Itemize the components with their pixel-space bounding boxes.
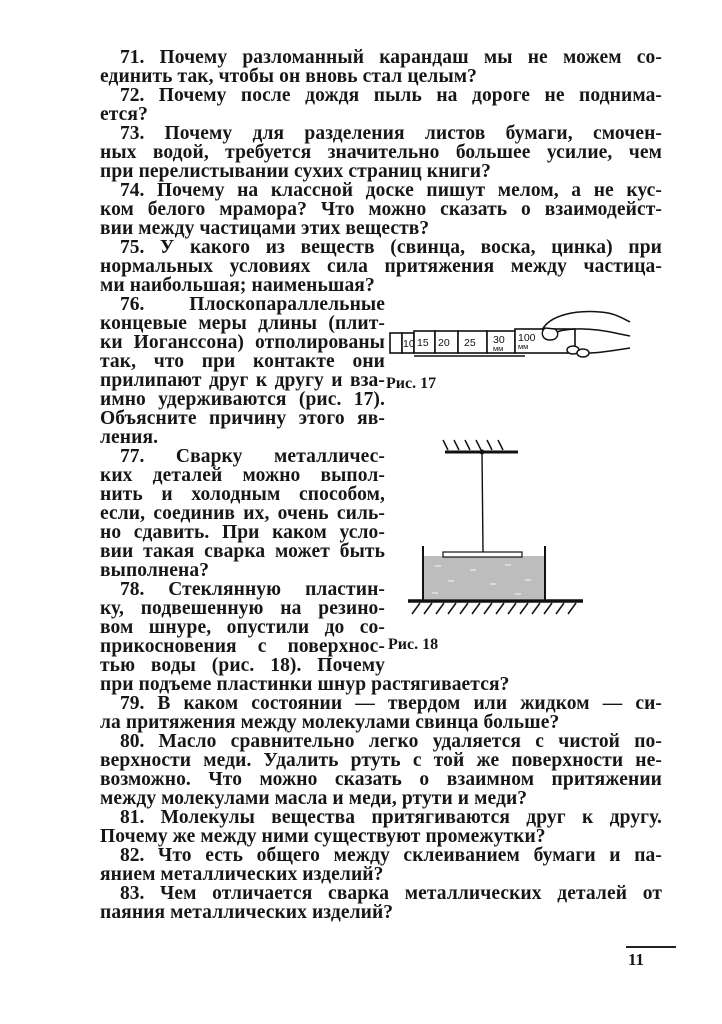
problem-text-line: Стеклянную пластин- [168, 579, 385, 600]
problem-text-line: возможно. Что можно сказать о взаимном притяжении [100, 769, 662, 790]
problem-text-line: верхности меди. Удалить ртуть с той же поверхности не- [100, 750, 662, 771]
problem-text-line: выполнена? [100, 560, 210, 581]
floor-hatch [460, 603, 468, 614]
floor-hatch [448, 603, 456, 614]
problem-text-line: Молекулы вещества притягиваются друг к другу. [160, 807, 662, 828]
floor-hatch [412, 603, 420, 614]
problem-text-line: но сдавить. При каком усло- [100, 522, 385, 543]
problem-text-line: Почему на классной доске пишут мелом, а не кус- [156, 180, 662, 201]
problem-number: 80. [120, 731, 145, 752]
problem-text-line: паяния металлических изделий? [100, 902, 394, 923]
gauge-block-label: 30 [493, 334, 505, 346]
water [423, 556, 545, 599]
floor-hatch [436, 603, 444, 614]
gauge-block-label: 20 [438, 337, 450, 349]
problem-number: 73. [120, 123, 145, 144]
problem-number: 78. [120, 579, 145, 600]
problem-text-line: нормальных условиях сила притяжения между частица- [100, 256, 662, 277]
page-number: 11 [628, 950, 645, 969]
problem-text-line: ется? [100, 104, 148, 125]
page-number-rule [626, 946, 676, 948]
problem-text-line: У какого из веществ (свинца, воска, цинка) при [159, 237, 662, 258]
gauge-block-label: 15 [417, 337, 429, 349]
problem-text-line: ку, подвешенную на резино- [100, 598, 385, 619]
floor-hatch [556, 603, 564, 614]
rubber-cord [482, 452, 483, 552]
problem-text-line: Плоскопараллельные [189, 294, 385, 315]
problem-number: 76. [120, 294, 145, 315]
problem-text-line: прикосновения с поверхнос- [100, 636, 385, 657]
problem-text-line: ления. [100, 427, 159, 448]
problem-text-line: прилипают друг к другу и вза- [100, 370, 385, 391]
problem-text-line: имно удерживаются (рис. 17). [100, 389, 385, 410]
floor-hatch [568, 603, 576, 614]
floor-hatch [484, 603, 492, 614]
floor-hatch [424, 603, 432, 614]
gauge-block-label: 10 [403, 338, 415, 350]
problem-number: 79. [120, 693, 145, 714]
gauge-block-label: 25 [464, 337, 476, 349]
problem-text-line: ком белого мрамора? Что можно сказать о взаимодейст- [100, 199, 662, 220]
problem-text-line: ных водой, требуется значительно большее усилие, чем [100, 142, 662, 163]
problem-text-line: тью воды (рис. 18). Почему [100, 655, 385, 676]
gauge-block-label: 100 [518, 332, 536, 344]
gauge-unit-label: мм [493, 344, 504, 353]
problem-text-line: ких деталей можно выпол- [100, 465, 385, 486]
floor-hatch [472, 603, 480, 614]
floor-hatch [496, 603, 504, 614]
problem-text-line: янием металлических изделий? [100, 864, 384, 885]
floor-hatch [544, 603, 552, 614]
problem-text-line: единить так, чтобы он вновь стал целым? [100, 66, 478, 87]
problem-text-line: Почему разломанный карандаш мы не можем со- [159, 47, 662, 68]
problem-text-line: ки Иогансcона) отполированы [100, 332, 385, 353]
problem-number: 75. [120, 237, 145, 258]
gauge-block [390, 333, 402, 353]
problem-text-line: между молекулами масла и меди, ртути и меди? [100, 788, 528, 809]
problem-text-line: Почему для разделения листов бумаги, смочен- [164, 123, 662, 144]
problem-text-line: Масло сравнительно легко удаляется с чистой по- [158, 731, 663, 752]
problem-text-line: Объясните причину этого яв- [100, 408, 385, 429]
problem-text-line: Почему же между ними существуют промежутки? [100, 826, 546, 847]
problem-text-line: вии между частицами этих веществ? [100, 218, 430, 239]
problem-text-line: нить и холодным способом, [100, 484, 385, 505]
problem-text-line: ми наибольшая; наименьшая? [100, 275, 375, 296]
problem-text-line: Чем отличается сварка металлических деталей от [159, 883, 662, 904]
problem-text-line: В каком состоянии — твердом или жидком — си- [157, 693, 663, 714]
problem-text-line: вии такая сварка может быть [100, 541, 385, 562]
problem-text-line: Что есть общего между склеиванием бумаги и па- [157, 845, 663, 866]
figure-18-drawing [408, 440, 583, 614]
floor-hatch [520, 603, 528, 614]
glass-plate [443, 552, 522, 557]
problem-number: 82. [120, 845, 145, 866]
problem-text-line: при перелистывании сухих страниц книги? [100, 161, 491, 182]
problem-number: 77. [120, 446, 145, 467]
problem-number: 81. [120, 807, 145, 828]
floor-hatch [508, 603, 516, 614]
problem-text-line: так, что при контакте они [100, 351, 385, 372]
problem-text-line: ла притяжения между молекулами свинца больше? [100, 712, 560, 733]
figure-18-caption: Рис. 18 [388, 636, 439, 653]
floor-hatch [532, 603, 540, 614]
gauge-unit-label: мм [518, 342, 529, 351]
figure-17-caption: Рис. 17 [386, 375, 437, 392]
problem-number: 71. [120, 47, 145, 68]
problem-text-line: Почему после дождя пыль на дороге не поднима- [158, 85, 663, 106]
problem-text-line: вом шнуре, опустили до со- [100, 617, 385, 638]
problem-number: 74. [120, 180, 145, 201]
problem-number: 72. [120, 85, 145, 106]
problem-text-line: концевые меры длины (плит- [100, 313, 385, 334]
problem-text-line: если, соединив их, очень силь- [100, 503, 385, 524]
problem-text-line: при подъеме пластинки шнур растягивается? [100, 674, 510, 695]
problem-text-line: Сварку металличес- [175, 446, 385, 467]
problem-number: 83. [120, 883, 145, 904]
